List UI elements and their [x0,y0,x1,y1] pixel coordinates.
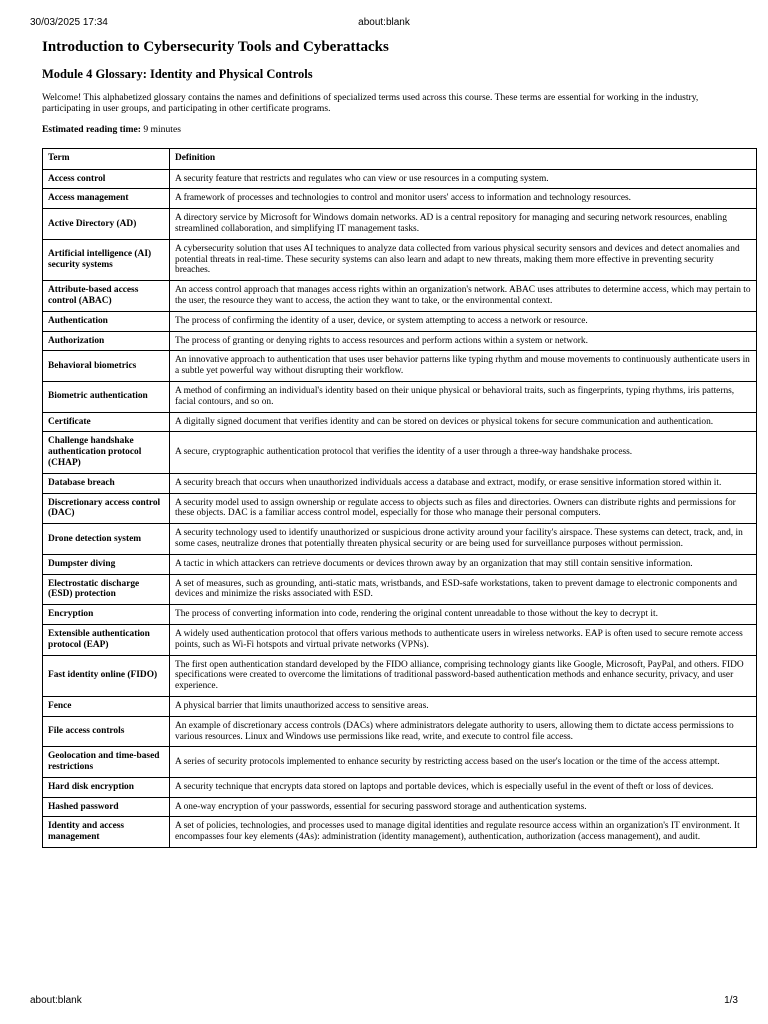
table-row [43,432,757,473]
glossary-definition: A security technique that encrypts data stored on laptops and portable devices, which is especially useful in the event of theft or loss of devices. [170,777,757,797]
glossary-term: Encryption [43,605,170,625]
glossary-term: Certificate [43,412,170,432]
glossary-term: Dumpster diving [43,554,170,574]
glossary-definition: A cybersecurity solution that uses AI techniques to analyze data collected from various physical security sensors and devices and detect anomalies and potential threats in real-time. These security systems can also learn and adapt to new threats, making them more effective in preventing security breaches. [170,239,757,280]
reading-time-label: Estimated reading time: [42,124,141,136]
glossary-term: Extensible authentication protocol (EAP) [43,624,170,655]
glossary-definition: A set of measures, such as grounding, anti-static mats, wristbands, and ESD-safe workstations, taken to prevent damage to electronic components and devices and minimize the risks associated with ESD. [170,574,757,605]
table-row [43,331,757,351]
page-title: Introduction to Cybersecurity Tools and Cyberattacks [42,39,389,55]
glossary-term: Behavioral biometrics [43,351,170,382]
glossary-definition: The first open authentication standard developed by the FIDO alliance, comprising technology giants like Google, Microsoft, PayPal, and others. FIDO specifications were created to overcome the limitations of traditional password-based authentication methods and enhance security, privacy, and user experience. [170,655,757,696]
glossary-definition: An access control approach that manages access rights within an organization's network. ABAC uses attributes to determine access, which may pertain to the user, the resource they want to access, the action they want to take, or the environmental context. [170,281,757,312]
table-row [43,473,757,493]
glossary-term: File access controls [43,716,170,747]
glossary-term: Fast identity online (FIDO) [43,655,170,696]
table-row [43,412,757,432]
table-row [43,311,757,331]
glossary-definition: A widely used authentication protocol that offers various methods to authenticate users in wireless networks. EAP is often used to secure remote access points, such as Wi-Fi hotspots and virtual private networks (VPNs). [170,624,757,655]
table-row [43,797,757,817]
glossary-term: Identity and access management [43,817,170,848]
glossary-term: Artificial intelligence (AI) security systems [43,239,170,280]
glossary-term: Biometric authentication [43,381,170,412]
glossary-header-row [43,148,757,169]
table-row [43,381,757,412]
table-row [43,716,757,747]
glossary-definition: A physical barrier that limits unauthorized access to sensitive areas. [170,696,757,716]
glossary-definition: The process of granting or denying rights to access resources and perform actions within a system or network. [170,331,757,351]
glossary-definition: A tactic in which attackers can retrieve documents or devices thrown away by an organization that may still contain sensitive information. [170,554,757,574]
glossary-definition: A method of confirming an individual's identity based on their unique physical or behavioral traits, such as fingerprints, typing rhythms, iris patterns, facial contours, and so on. [170,381,757,412]
table-row [43,777,757,797]
glossary-term: Drone detection system [43,524,170,555]
table-row [43,655,757,696]
glossary-definition: A one-way encryption of your passwords, essential for securing password storage and authentication systems. [170,797,757,817]
reading-time-value: 9 minutes [143,124,181,136]
glossary-definition: A set of policies, technologies, and processes used to manage digital identities and regulate resource access within an organization's IT environment. It encompasses four key elements (4As): administration (identity management), authentication, authorization (access management), and audit. [170,817,757,848]
print-url: about:blank [358,17,410,28]
glossary-term: Hashed password [43,797,170,817]
table-row [43,605,757,625]
intro-paragraph: Welcome! This alphabetized glossary contains the names and definitions of specialized terms used across this course. These terms are essential for working in the industry, participating in user groups, and participating in other certificate programs. [42,92,699,115]
table-row [43,624,757,655]
reading-time [42,124,728,135]
table-row [43,351,757,382]
table-row [43,209,757,240]
glossary-term: Hard disk encryption [43,777,170,797]
header-definition: Definition [170,148,757,169]
glossary-term: Challenge handshake authentication protocol (CHAP) [43,432,170,473]
print-header [30,17,738,31]
glossary-definition: A directory service by Microsoft for Windows domain networks. AD is a central repository for managing and securing network resources, enabling streamlined collaboration, and simplifying IT management tasks. [170,209,757,240]
table-row [43,554,757,574]
print-datetime: 30/03/2025 17:34 [30,17,108,28]
glossary-definition: A secure, cryptographic authentication protocol that verifies the identity of a user through a three-way handshake process. [170,432,757,473]
glossary-definition: A series of security protocols implemented to enhance security by restricting access based on the user's location or the time of the access attempt. [170,747,757,778]
glossary-definition: A security technology used to identify unauthorized or suspicious drone activity around your facility's airspace. These systems can detect, track, and, in some cases, neutralize drones that potentially threaten physical security or are being used for surveillance purposes without permission. [170,524,757,555]
page-subtitle: Module 4 Glossary: Identity and Physical Controls [42,67,313,81]
glossary-term: Authorization [43,331,170,351]
glossary-definition: A digitally signed document that verifies identity and can be stored on devices or physical tokens for secure communication and authentication. [170,412,757,432]
table-row [43,574,757,605]
glossary-definition: An example of discretionary access controls (DACs) where administrators delegate authority to users, allowing them to dictate access permissions to various resources. Linux and Windows use permissions like read, write, and execute to control file access. [170,716,757,747]
footer-url: about:blank [30,995,82,1006]
glossary-term: Access management [43,189,170,209]
table-row [43,189,757,209]
table-row [43,493,757,524]
glossary-definition: A security model used to assign ownership or regulate access to objects such as files and directories. Owners can distribute rights and permissions for these objects. DAC is a familiar access control model, especially for those who manage their personal computers. [170,493,757,524]
glossary-definition: A security breach that occurs when unauthorized individuals access a database and extract, modify, or erase sensitive information stored within it. [170,473,757,493]
glossary-term: Active Directory (AD) [43,209,170,240]
table-row [43,747,757,778]
glossary-term: Authentication [43,311,170,331]
table-row [43,524,757,555]
print-footer [30,995,738,1009]
header-term: Term [43,148,170,169]
glossary-term: Attribute-based access control (ABAC) [43,281,170,312]
table-row [43,239,757,280]
glossary-definition: An innovative approach to authentication that uses user behavior patterns like typing rhythm and mouse movements to continuously authenticate users in a subtle yet powerful way without disrupting their workflow. [170,351,757,382]
glossary-definition: A framework of processes and technologies to control and monitor users' access to information and technology resources. [170,189,757,209]
page-number: 1/3 [724,995,738,1006]
table-row [43,817,757,848]
glossary-term: Database breach [43,473,170,493]
glossary-definition: A security feature that restricts and regulates who can view or use resources in a computing system. [170,169,757,189]
document-content [42,38,751,848]
glossary-term: Access control [43,169,170,189]
glossary-term: Geolocation and time-based restrictions [43,747,170,778]
glossary-table [42,148,757,848]
glossary-term: Fence [43,696,170,716]
glossary-term: Discretionary access control (DAC) [43,493,170,524]
table-row [43,281,757,312]
table-row [43,696,757,716]
glossary-definition: The process of converting information into code, rendering the original content unreadable to those without the key to decrypt it. [170,605,757,625]
glossary-term: Electrostatic discharge (ESD) protection [43,574,170,605]
table-row [43,169,757,189]
glossary-definition: The process of confirming the identity of a user, device, or system attempting to access a network or resource. [170,311,757,331]
